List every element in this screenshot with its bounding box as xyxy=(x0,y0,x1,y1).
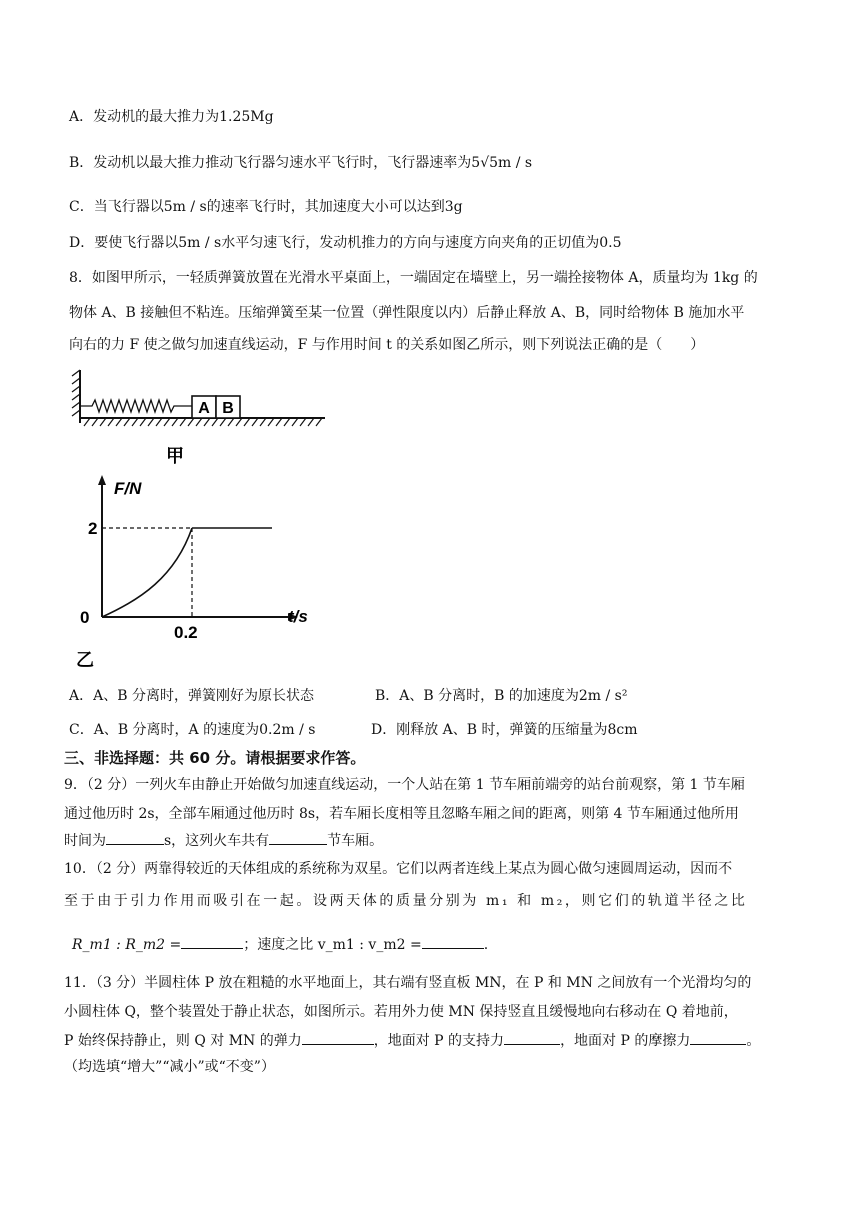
x-tick-0-2: 0.2 xyxy=(174,623,198,642)
figure-yi xyxy=(70,472,330,672)
q7-option-b: B．发动机以最大推力推动飞行器匀速水平飞行时，飞行器速率为5√5m / s xyxy=(69,155,533,171)
q8-option-d: D．刚释放 A、B 时，弹簧的压缩量为8cm xyxy=(371,722,638,738)
block-b-label: B xyxy=(222,400,234,417)
q7-option-c: C．当飞行器以5m / s的速率飞行时，其加速度大小可以达到3g xyxy=(69,199,463,215)
q10-stem-line3: R_m1 : R_m2 = ；速度之比 v_m1 : v_m2 = . xyxy=(72,934,488,955)
q10-stem-line2: 至于由于引力作用而吸引在一起。设两天体的质量分别为 m₁ 和 m₂，则它们的轨道半径之比 xyxy=(64,893,748,909)
q8-stem-line3: 向右的力 F 使之做匀加速直线运动，F 与作用时间 t 的关系如图乙所示，则下列说法正确的是（ ） xyxy=(69,337,705,353)
y-axis-label: F/N xyxy=(114,479,142,498)
section-heading: 三、非选择题：共 60 分。请根据要求作答。 xyxy=(64,749,366,767)
figure-jia xyxy=(70,368,330,468)
q10-blank-1[interactable] xyxy=(181,934,243,949)
q11-stem-line3: P 始终保持静止，则 Q 对 MN 的弹力 ，地面对 P 的支持力 ，地面对 P 的摩擦力 。 xyxy=(64,1030,760,1051)
q10-blank-2[interactable] xyxy=(422,934,484,949)
origin-label: 0 xyxy=(80,608,90,627)
q9-stem-line2: 通过他历时 2s，全部车厢通过他历时 8s，若车厢长度相等且忽略车厢之间的距离，则第 4 节车厢通过他所用 xyxy=(64,806,739,822)
q8-option-a: A．A、B 分离时，弹簧刚好为原长状态 xyxy=(69,688,314,704)
figure-jia-caption: 甲 xyxy=(166,446,184,467)
q11-stem-line2: 小圆柱体 Q，整个装置处于静止状态，如图所示。若用外力使 MN 保持竖直且缓慢地向右移动在 Q 着地前， xyxy=(64,1004,738,1020)
q8-option-b: B．A、B 分离时，B 的加速度为2m / s² xyxy=(375,688,628,704)
q11-blank-2[interactable] xyxy=(504,1030,560,1045)
q9-stem-line3: 时间为 s，这列火车共有 节车厢。 xyxy=(64,830,383,851)
q11-blank-1[interactable] xyxy=(302,1030,374,1045)
q7-option-a: A．发动机的最大推力为1.25Mg xyxy=(69,109,274,125)
x-axis-label: t/s xyxy=(288,607,308,626)
q10-stem-line1: 10．（2 分）两靠得较近的天体组成的系统称为双星。它们以两者连线上某点为圆心做匀速圆周运动，因而不 xyxy=(64,861,733,877)
q9-blank-1[interactable] xyxy=(106,830,164,845)
q9-stem-line1: 9．（2 分）一列火车由静止开始做匀加速直线运动，一个人站在第 1 节车厢前端旁的站台前观察，第 1 节车厢 xyxy=(64,777,745,793)
q8-option-c: C．A、B 分离时，A 的速度为0.2m / s xyxy=(69,722,316,738)
y-tick-2: 2 xyxy=(88,519,98,538)
q11-stem-line4: （均选填“增大”“减小”或“不变”） xyxy=(64,1059,275,1075)
force-curve xyxy=(102,528,192,617)
block-a-label: A xyxy=(198,400,210,417)
q9-blank-2[interactable] xyxy=(269,830,327,845)
figure-yi-caption: 乙 xyxy=(76,650,94,671)
q8-stem-line1: 8．如图甲所示，一轻质弹簧放置在光滑水平桌面上，一端固定在墙壁上，另一端拴接物体 A，质量均为 1kg 的 xyxy=(69,270,758,286)
q7-option-d: D．要使飞行器以5m / s水平匀速飞行，发动机推力的方向与速度方向夹角的正切值为0.5 xyxy=(69,235,622,251)
q11-blank-3[interactable] xyxy=(690,1030,746,1045)
q11-stem-line1: 11．（3 分）半圆柱体 P 放在粗糙的水平地面上，其右端有竖直板 MN，在 P 和 MN 之间放有一个光滑均匀的 xyxy=(64,975,752,991)
q8-stem-line2: 物体 A、B 接触但不粘连。压缩弹簧至某一位置（弹性限度以内）后静止释放 A、B，同时给物体 B 施加水平 xyxy=(69,305,745,321)
